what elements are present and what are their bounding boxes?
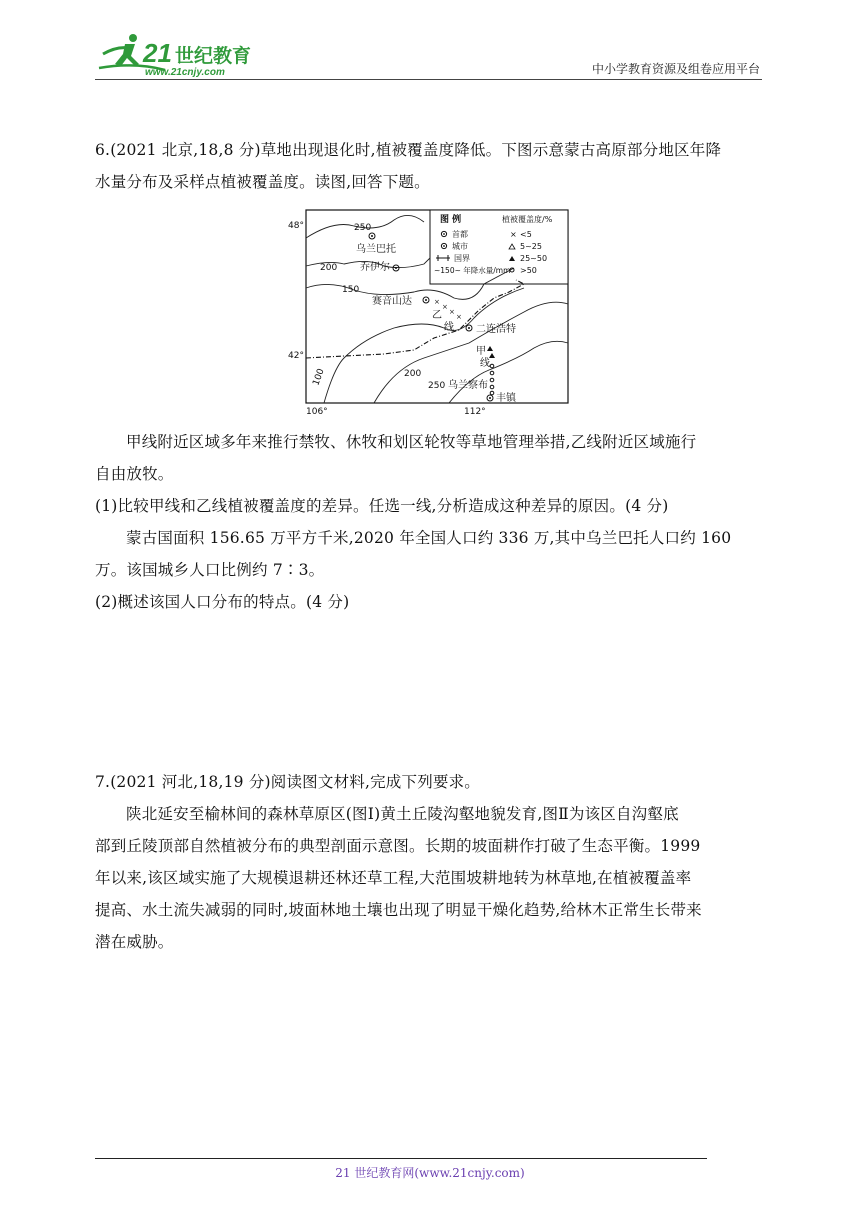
isohyet-label-150: 150: [342, 285, 360, 295]
legend-lt5-icon: ×: [510, 230, 517, 239]
q6-para2-line2: 万。该国城乡人口比例约 7∶3。: [95, 561, 325, 579]
lon-112-label: 112°: [464, 407, 486, 417]
svg-text:×: ×: [434, 298, 440, 306]
header-divider: [95, 79, 762, 80]
city-ulaanbaatar: 乌兰巴托: [356, 244, 396, 255]
21cnjy-logo: [95, 32, 265, 78]
q6-sub2: (2)概述该国人口分布的特点。(4 分): [95, 593, 350, 611]
logo-text: 世纪教育: [175, 45, 252, 67]
line-jia-label-1: 甲: [476, 346, 486, 357]
q7-para-line3: 年以来,该区域实施了大规模退耕还林还草工程,大范围坡耕地转为林草地,在植被覆盖率: [95, 869, 692, 887]
mongolia-precipitation-map: [284, 208, 584, 418]
legend-title: 图 例: [440, 215, 462, 225]
city-sainshand: 赛音山达: [372, 296, 412, 307]
legend-precip: ~150~ 年降水量/mm: [434, 266, 511, 275]
legend-city: 城市: [452, 242, 468, 251]
svg-text:×: ×: [456, 313, 462, 321]
q6-intro: [95, 134, 775, 198]
legend-lt5: <5: [520, 230, 532, 239]
line-yi-label-2: 线: [444, 322, 454, 333]
footer-link[interactable]: 21 世纪教育网(www.21cnjy.com): [335, 1166, 525, 1180]
city-choir: 乔伊尔: [360, 262, 390, 273]
legend-25-50: 25~50: [520, 254, 548, 263]
city-fengzhen: 丰镇: [496, 393, 516, 404]
isohyet-label-250b: 250: [428, 381, 446, 391]
q6-sub1: (1)比较甲线和乙线植被覆盖度的差异。任选一线,分析造成这种差异的原因。(4 分): [95, 497, 669, 515]
logo-number: 21: [143, 38, 172, 68]
legend-border: 国界: [454, 254, 470, 263]
isohyet-label-200b: 200: [404, 369, 422, 379]
city-erenhot: 二连浩特: [476, 324, 516, 335]
lat-48-label: 48°: [288, 221, 304, 231]
isohyet-label-250a: 250: [354, 223, 372, 233]
q7-block: [95, 766, 775, 958]
lat-42-label: 42°: [288, 351, 304, 361]
svg-text:×: ×: [449, 308, 455, 316]
page-header: [95, 30, 762, 80]
q6-body: [95, 426, 775, 618]
q6-para2-line1: 蒙古国面积 156.65 万平方千米,2020 年全国人口约 336 万,其中乌兰巴托人口约 160: [126, 529, 732, 547]
q7-para-line1: 陕北延安至榆林间的森林草原区(图Ⅰ)黄土丘陵沟壑地貌发育,图Ⅱ为该区自沟壑底: [126, 805, 679, 823]
q6-intro-line2: 水量分布及采样点植被覆盖度。读图,回答下题。: [95, 173, 430, 191]
q6-para1-line1: 甲线附近区域多年来推行禁牧、休牧和划区轮牧等草地管理举措,乙线附近区域施行: [126, 433, 697, 451]
q7-para-line2: 部到丘陵顶部自然植被分布的典型剖面示意图。长期的坡面耕作打破了生态平衡。1999: [95, 837, 701, 855]
svg-text:×: ×: [442, 303, 448, 311]
q7-intro: 7.(2021 河北,18,19 分)阅读图文材料,完成下列要求。: [95, 773, 481, 791]
legend-5-25: 5~25: [520, 242, 542, 251]
legend-gt50: >50: [520, 266, 537, 275]
footer-divider: [95, 1158, 707, 1159]
logo-url: www.21cnjy.com: [145, 67, 225, 78]
q6-intro-line1: 6.(2021 北京,18,8 分)草地出现退化时,植被覆盖度降低。下图示意蒙古高原部分地区年降: [95, 141, 722, 159]
lon-106-label: 106°: [306, 407, 328, 417]
line-yi-label-1: 乙: [432, 310, 442, 321]
city-ulanqab: 乌兰察布: [448, 380, 488, 391]
isohyet-label-100: 100: [311, 367, 327, 388]
q6-para1-line2: 自由放牧。: [95, 465, 174, 483]
line-jia-label-2: 线: [480, 358, 490, 369]
q7-para-line5: 潜在威胁。: [95, 933, 174, 951]
q7-para-line4: 提高、水土流失减弱的同时,坡面林地土壤也出现了明显干燥化趋势,给林木正常生长带来: [95, 901, 702, 919]
isohyet-label-200a: 200: [320, 263, 338, 273]
platform-name: 中小学教育资源及组卷应用平台: [591, 62, 760, 76]
legend-capital: 首都: [452, 230, 468, 239]
legend-title-coverage: 植被覆盖度/%: [502, 215, 553, 224]
